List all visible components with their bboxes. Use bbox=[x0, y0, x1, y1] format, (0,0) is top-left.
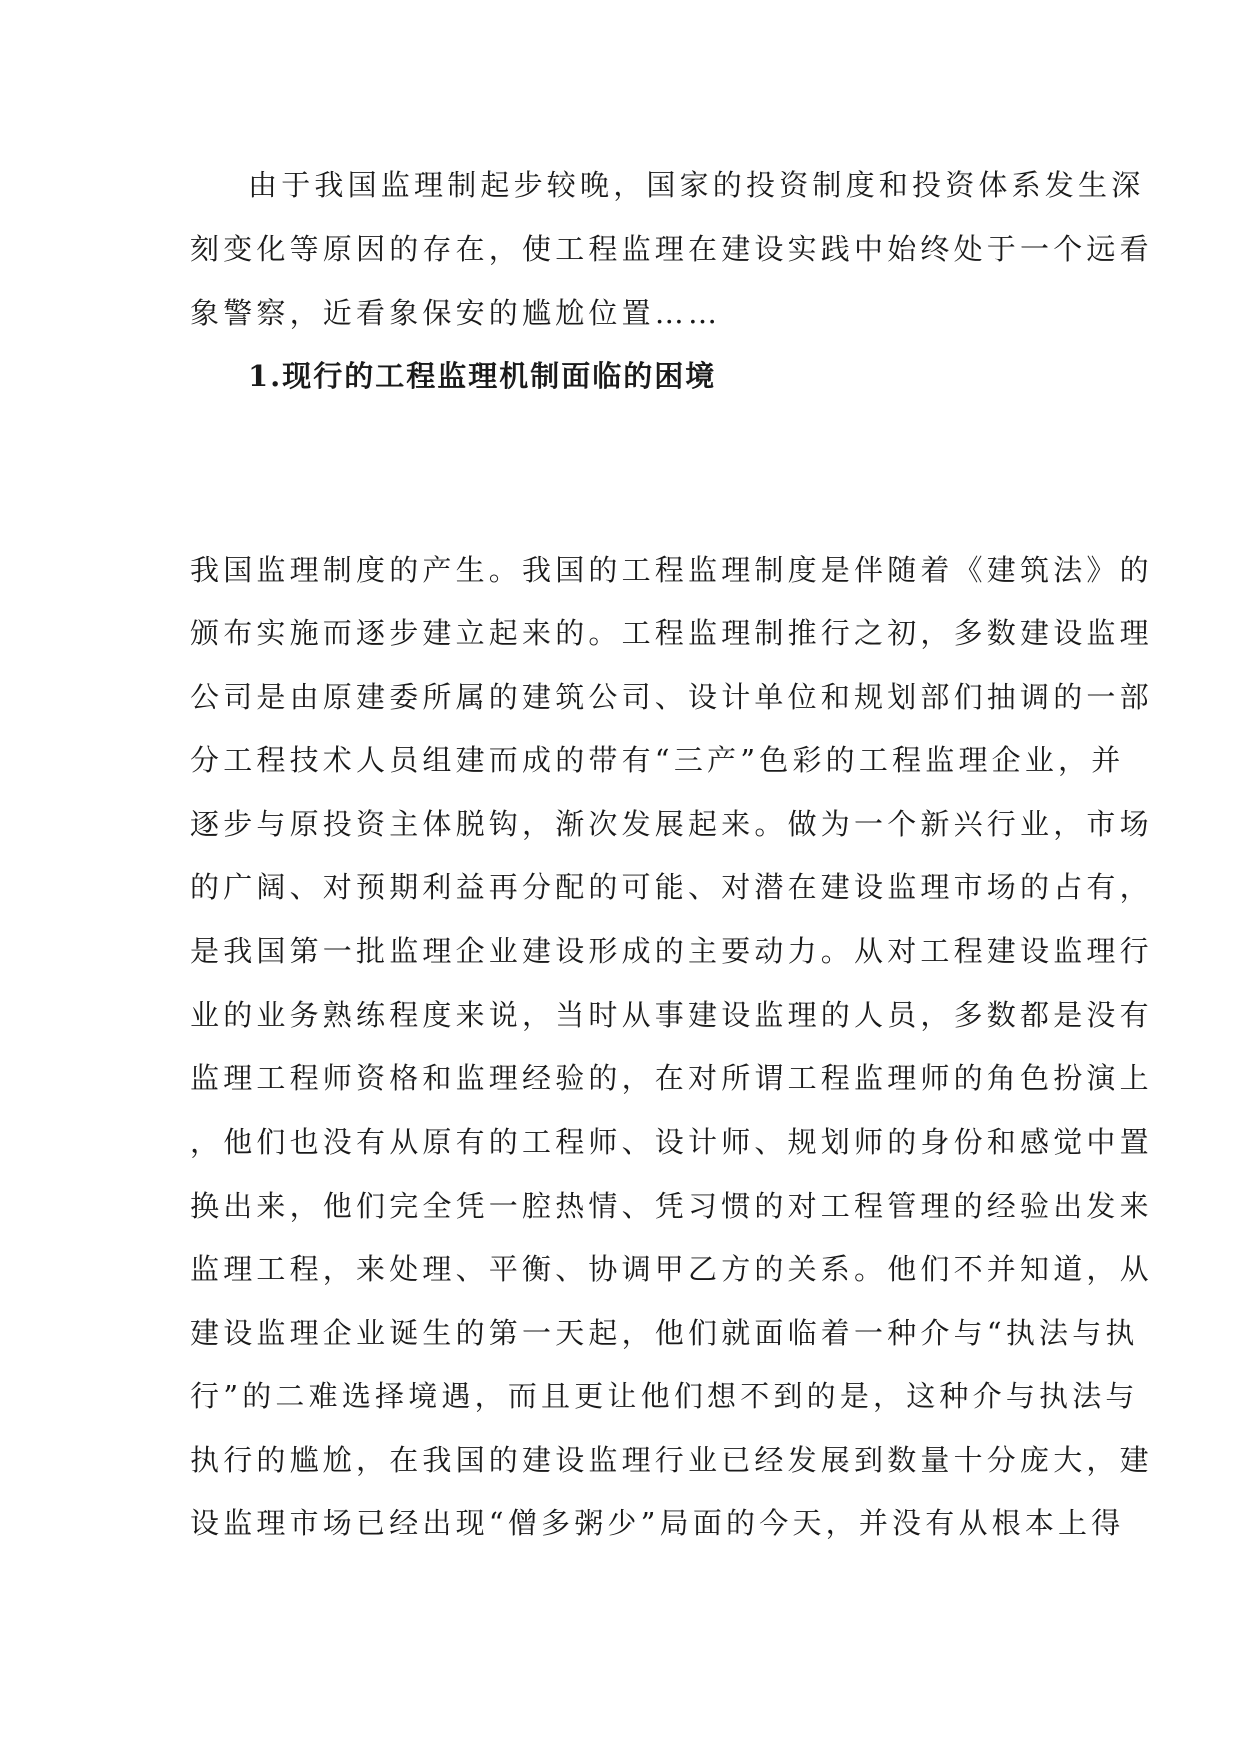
body-line-4: 分工程技术人员组建而成的带有“三产”色彩的工程监理企业，并 bbox=[190, 743, 1125, 777]
body-line-3: 公司是由原建委所属的建筑公司、设计单位和规划部们抽调的一部 bbox=[190, 680, 1153, 714]
body-line-5: 逐步与原投资主体脱钩，渐次发展起来。做为一个新兴行业，市场 bbox=[190, 807, 1153, 841]
body-line-9: 监理工程师资格和监理经验的，在对所谓工程监理师的角色扮演上 bbox=[190, 1061, 1153, 1095]
body-line-12: 监理工程，来处理、平衡、协调甲乙方的关系。他们不并知道，从 bbox=[190, 1252, 1153, 1286]
section-heading: 1.现行的工程监理机制面临的困境 bbox=[248, 359, 717, 393]
body-line-13: 建设监理企业诞生的第一天起，他们就面临着一种介与“执法与执 bbox=[190, 1316, 1139, 1350]
body-line-11: 换出来，他们完全凭一腔热情、凭习惯的对工程管理的经验出发来 bbox=[190, 1189, 1153, 1223]
body-line-1: 我国监理制度的产生。我国的工程监理制度是伴随着《建筑法》的 bbox=[190, 553, 1153, 587]
intro-line-3: 象警察，近看象保安的尴尬位置…… bbox=[190, 296, 722, 330]
body-line-14: 行”的二难选择境遇，而且更让他们想不到的是，这种介与执法与 bbox=[190, 1379, 1139, 1413]
body-line-16: 设监理市场已经出现“僧多粥少”局面的今天，并没有从根本上得 bbox=[190, 1506, 1125, 1540]
body-line-2: 颁布实施而逐步建立起来的。工程监理制推行之初，多数建设监理 bbox=[190, 616, 1153, 650]
body-line-15: 执行的尴尬，在我国的建设监理行业已经发展到数量十分庞大，建 bbox=[190, 1443, 1153, 1477]
body-line-8: 业的业务熟练程度来说，当时从事建设监理的人员，多数都是没有 bbox=[190, 998, 1153, 1032]
intro-line-1: 由于我国监理制起步较晚，国家的投资制度和投资体系发生深 bbox=[248, 168, 1145, 202]
body-line-6: 的广阔、对预期利益再分配的可能、对潜在建设监理市场的占有， bbox=[190, 870, 1153, 904]
body-line-7: 是我国第一批监理企业建设形成的主要动力。从对工程建设监理行 bbox=[190, 934, 1153, 968]
intro-line-2: 刻变化等原因的存在，使工程监理在建设实践中始终处于一个远看 bbox=[190, 232, 1153, 266]
body-line-10: ，他们也没有从原有的工程师、设计师、规划师的身份和感觉中置 bbox=[190, 1125, 1153, 1159]
